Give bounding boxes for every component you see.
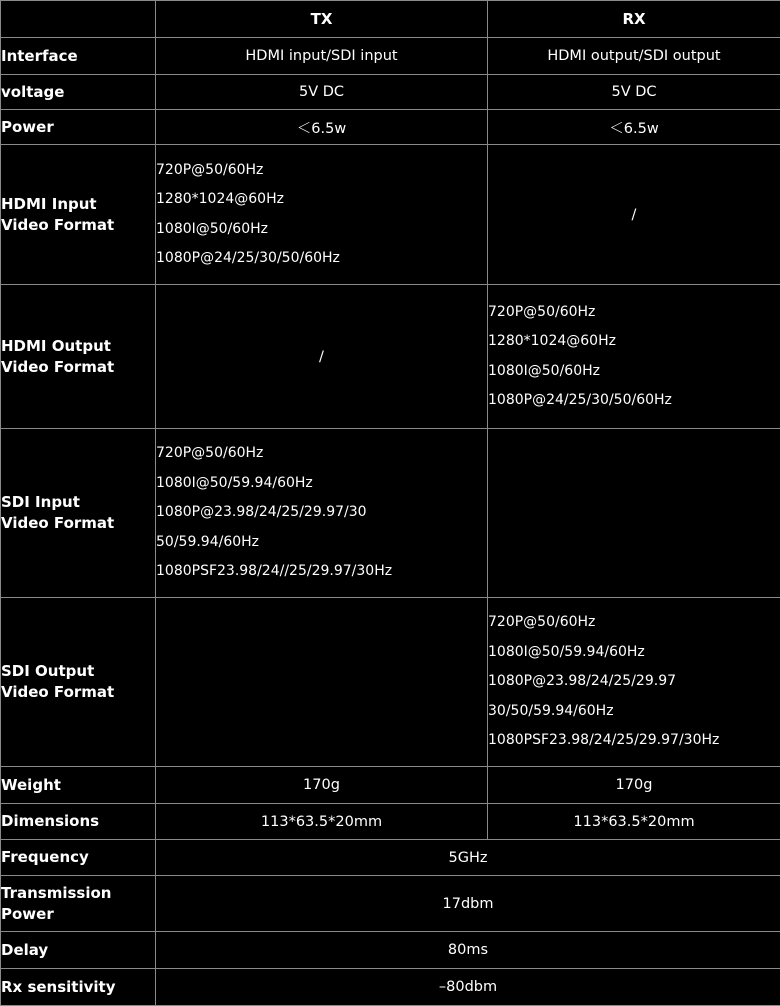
weight-tx: 170g xyxy=(156,767,488,804)
row-hdmi-output xyxy=(1,285,780,429)
row-dimensions xyxy=(1,804,780,840)
sdi-input-label: SDI Input Video Format xyxy=(1,429,156,598)
interface-label: Interface xyxy=(1,38,156,75)
frequency-label: Frequency xyxy=(1,840,156,876)
dimensions-label: Dimensions xyxy=(1,804,156,840)
power-rx: ＜6.5w xyxy=(488,110,780,145)
sdi-input-rx xyxy=(488,429,780,598)
frequency-value: 5GHz xyxy=(156,840,780,876)
list-item: 1080I@50/59.94/60Hz xyxy=(488,638,780,668)
header-tx: TX xyxy=(156,1,488,38)
header-blank xyxy=(1,1,156,38)
list-item: 1280*1024@60Hz xyxy=(488,327,780,357)
voltage-tx: 5V DC xyxy=(156,75,488,110)
sdi-output-rx-formats xyxy=(488,598,780,767)
sdi-input-tx-formats xyxy=(156,429,488,598)
voltage-rx: 5V DC xyxy=(488,75,780,110)
row-power xyxy=(1,110,780,145)
header-rx: RX xyxy=(488,1,780,38)
transmission-power-label: Transmission Power xyxy=(1,876,156,932)
weight-label: Weight xyxy=(1,767,156,804)
row-interface xyxy=(1,38,780,75)
row-sdi-output xyxy=(1,598,780,767)
list-item: 1080I@50/59.94/60Hz xyxy=(156,469,487,499)
hdmi-input-tx-formats xyxy=(156,145,488,285)
hdmi-input-rx: / xyxy=(488,145,780,285)
list-item: 1080P@23.98/24/25/29.97 xyxy=(488,667,780,697)
list-item: 720P@50/60Hz xyxy=(156,156,487,186)
list-item: 720P@50/60Hz xyxy=(488,298,780,328)
transmission-power-value: 17dbm xyxy=(156,876,780,932)
dimensions-rx: 113*63.5*20mm xyxy=(488,804,780,840)
list-item: 50/59.94/60Hz xyxy=(156,528,487,558)
interface-tx: HDMI input/SDI input xyxy=(156,38,488,75)
power-label: Power xyxy=(1,110,156,145)
voltage-label: voltage xyxy=(1,75,156,110)
delay-value: 80ms xyxy=(156,932,780,969)
hdmi-input-label: HDMI Input Video Format xyxy=(1,145,156,285)
sdi-output-tx xyxy=(156,598,488,767)
row-voltage xyxy=(1,75,780,110)
row-transmission-power xyxy=(1,876,780,932)
dimensions-tx: 113*63.5*20mm xyxy=(156,804,488,840)
rx-sensitivity-value: –80dbm xyxy=(156,969,780,1006)
interface-rx: HDMI output/SDI output xyxy=(488,38,780,75)
weight-rx: 170g xyxy=(488,767,780,804)
header-row xyxy=(1,1,780,38)
list-item: 1080P@24/25/30/50/60Hz xyxy=(488,386,780,416)
list-item: 1080PSF23.98/24//25/29.97/30Hz xyxy=(156,557,487,587)
list-item: 30/50/59.94/60Hz xyxy=(488,697,780,727)
list-item: 720P@50/60Hz xyxy=(156,439,487,469)
row-weight xyxy=(1,767,780,804)
hdmi-output-label: HDMI Output Video Format xyxy=(1,285,156,429)
row-frequency xyxy=(1,840,780,876)
delay-label: Delay xyxy=(1,932,156,969)
row-sdi-input xyxy=(1,429,780,598)
list-item: 1080I@50/60Hz xyxy=(488,357,780,387)
rx-sensitivity-label: Rx sensitivity xyxy=(1,969,156,1006)
list-item: 1280*1024@60Hz xyxy=(156,185,487,215)
row-hdmi-input xyxy=(1,145,780,285)
list-item: 1080PSF23.98/24/25/29.97/30Hz xyxy=(488,726,780,756)
sdi-output-label: SDI Output Video Format xyxy=(1,598,156,767)
list-item: 720P@50/60Hz xyxy=(488,608,780,638)
list-item: 1080P@24/25/30/50/60Hz xyxy=(156,244,487,274)
list-item: 1080I@50/60Hz xyxy=(156,215,487,245)
hdmi-output-tx: / xyxy=(156,285,488,429)
power-tx: ＜6.5w xyxy=(156,110,488,145)
list-item: 1080P@23.98/24/25/29.97/30 xyxy=(156,498,487,528)
hdmi-output-rx-formats xyxy=(488,285,780,429)
row-delay xyxy=(1,932,780,969)
